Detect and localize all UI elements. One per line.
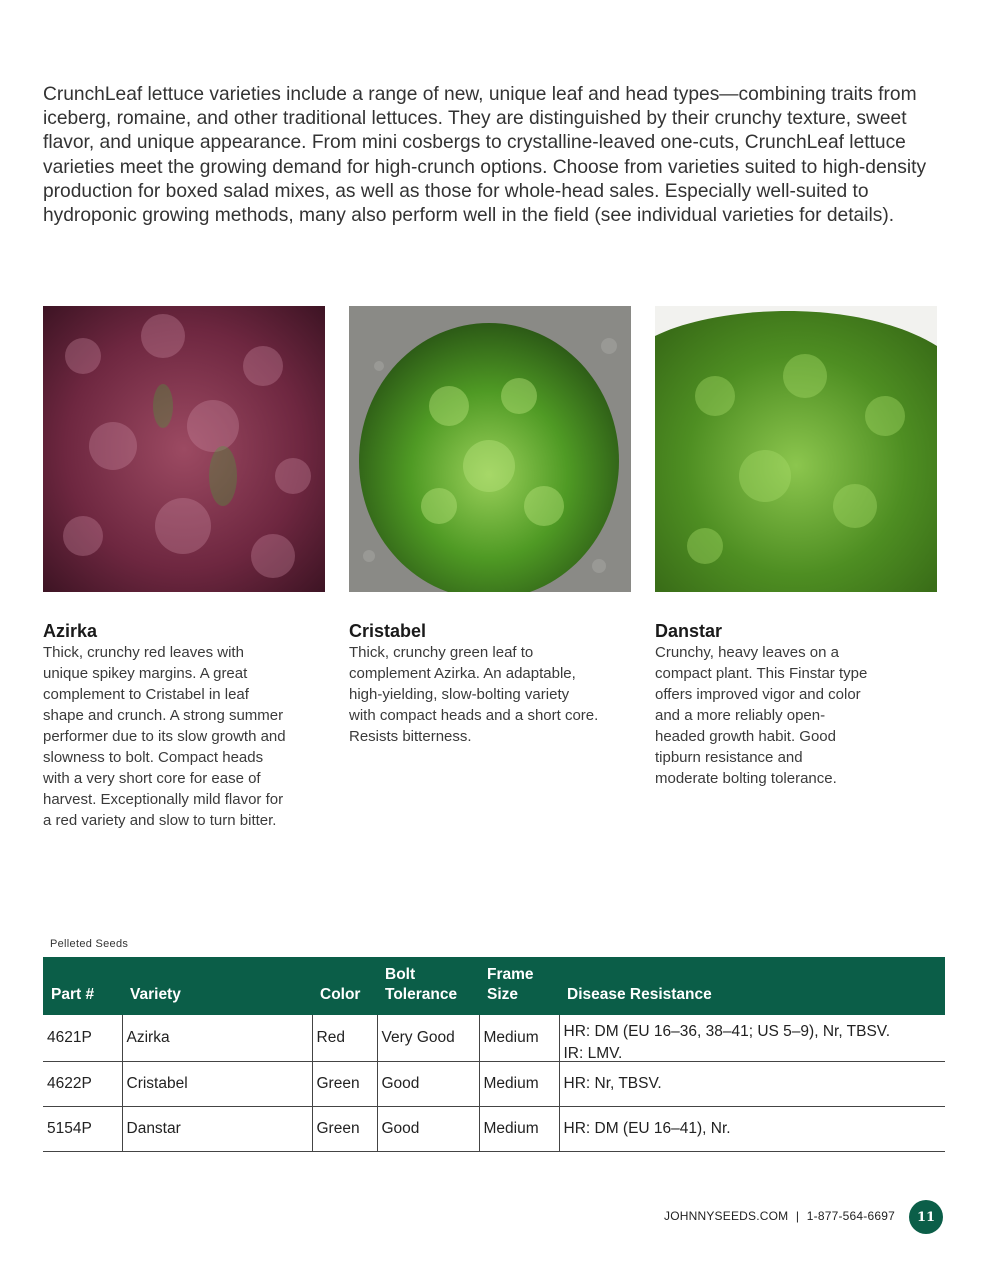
cell-variety: Azirka bbox=[122, 1015, 312, 1062]
cell-variety: Cristabel bbox=[122, 1062, 312, 1107]
azirka-photo bbox=[43, 306, 325, 592]
variety-description: Crunchy, heavy leaves on a compact plant. This Finstar type offers improved vigor and color and a more reliably open-headed growth habit. Good tipburn resistance and moderate bolting tolerance. bbox=[655, 644, 868, 787]
header-part: Part # bbox=[43, 957, 122, 1015]
variety-cristabel bbox=[349, 620, 599, 747]
table-header-row bbox=[43, 957, 945, 1015]
footer-website-link[interactable]: JOHNNYSEEDS.COM bbox=[664, 1209, 789, 1223]
header-disease-resistance: Disease Resistance bbox=[559, 957, 945, 1015]
header-bolt-tolerance: Bolt Tolerance bbox=[377, 957, 479, 1015]
cell-disease bbox=[559, 1015, 945, 1062]
cell-disease: HR: Nr, TBSV. bbox=[559, 1062, 945, 1107]
footer-contact bbox=[664, 1209, 895, 1223]
disease-ir: IR: LMV. bbox=[563, 1045, 623, 1062]
cell-part: 5154P bbox=[43, 1107, 122, 1152]
cell-frame: Medium bbox=[479, 1015, 559, 1062]
cell-bolt: Good bbox=[377, 1107, 479, 1152]
cell-part: 4621P bbox=[43, 1015, 122, 1062]
disease-hr: HR: DM (EU 16–36, 38–41; US 5–9), Nr, TBSV. bbox=[563, 1023, 891, 1040]
footer-separator: | bbox=[795, 1209, 800, 1223]
header-frame-size: Frame Size bbox=[479, 957, 559, 1015]
pelleted-seeds-table bbox=[43, 957, 945, 1152]
variety-danstar bbox=[655, 620, 870, 789]
header-variety: Variety bbox=[122, 957, 312, 1015]
header-color: Color bbox=[312, 957, 377, 1015]
variety-description: Thick, crunchy green leaf to complement Azirka. An adaptable, high-yielding, slow-bolting variety with compact heads and a short core. Resists bitterness. bbox=[349, 644, 599, 745]
danstar-photo bbox=[655, 306, 937, 592]
cell-frame: Medium bbox=[479, 1107, 559, 1152]
cell-color: Red bbox=[312, 1015, 377, 1062]
table-caption: Pelleted Seeds bbox=[50, 938, 129, 950]
cell-frame: Medium bbox=[479, 1062, 559, 1107]
variety-name: Danstar bbox=[655, 621, 723, 641]
variety-name: Cristabel bbox=[349, 621, 427, 641]
footer-phone: 1-877-564-6697 bbox=[806, 1209, 895, 1223]
cell-variety: Danstar bbox=[122, 1107, 312, 1152]
table-row bbox=[43, 1062, 945, 1107]
variety-description: Thick, crunchy red leaves with unique spikey margins. A great complement to Cristabel in leaf shape and crunch. A strong summer performer due to its slow growth and slowness to bolt. Compact heads with a very short core for ease of harvest. Exceptionally mild flavor for a red variety and slow to turn bitter. bbox=[43, 644, 286, 829]
variety-name: Azirka bbox=[43, 621, 98, 641]
table-row bbox=[43, 1015, 945, 1062]
table-row bbox=[43, 1107, 945, 1152]
cell-bolt: Good bbox=[377, 1062, 479, 1107]
intro-paragraph: CrunchLeaf lettuce varieties include a range of new, unique leaf and head types—combining traits from iceberg, romaine, and other traditional lettuces. They are distinguished by their crunchy texture, sweet flavor, and unique appearance. From mini cosbergs to crystalline-leaved one-cuts, CrunchLeaf lettuce varieties meet the growing demand for high-crunch options. Choose from varieties suited to high-density production for boxed salad mixes, as well as those for whole-head sales. Especially well-suited to hydroponic growing methods, many also perform well in the field (see individual varieties for details). bbox=[43, 84, 927, 227]
cell-color: Green bbox=[312, 1062, 377, 1107]
cell-color: Green bbox=[312, 1107, 377, 1152]
cell-part: 4622P bbox=[43, 1062, 122, 1107]
page-number-badge: 11 bbox=[909, 1200, 943, 1234]
cell-bolt: Very Good bbox=[377, 1015, 479, 1062]
cristabel-photo bbox=[349, 306, 631, 592]
cell-disease: HR: DM (EU 16–41), Nr. bbox=[559, 1107, 945, 1152]
variety-azirka bbox=[43, 620, 293, 831]
